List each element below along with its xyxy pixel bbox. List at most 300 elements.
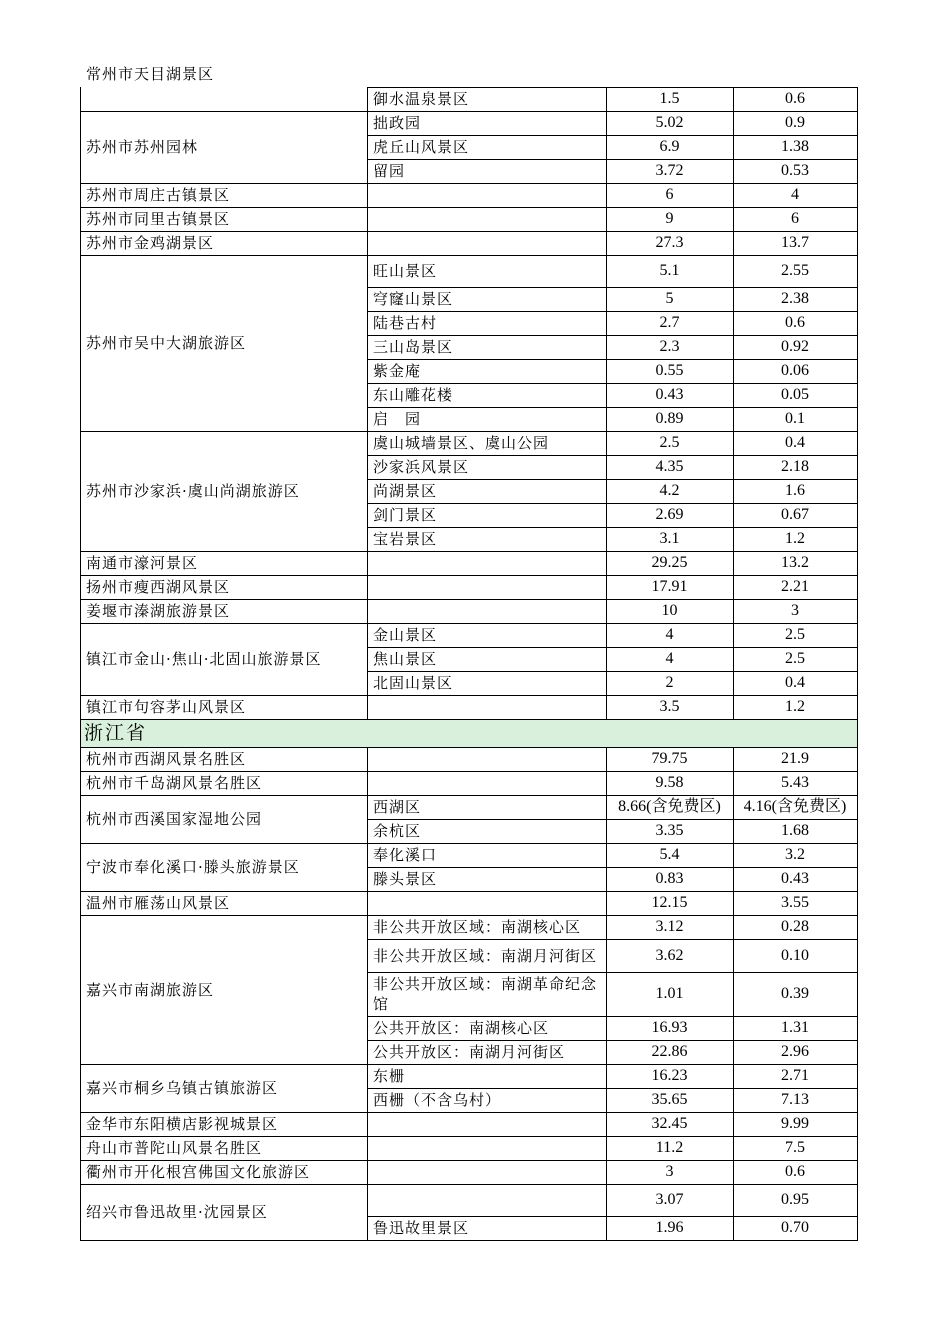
sub-area-name: 剑门景区 bbox=[373, 506, 438, 524]
value-col3: 0.55 bbox=[655, 362, 684, 379]
row-border bbox=[367, 939, 858, 940]
row-border bbox=[367, 287, 858, 288]
value-col4: 7.13 bbox=[781, 1091, 809, 1108]
sub-area-empty bbox=[367, 207, 606, 231]
column-border bbox=[733, 551, 734, 575]
value-col3: 0.43 bbox=[655, 386, 684, 403]
column-border bbox=[606, 135, 607, 159]
column-border bbox=[606, 771, 607, 795]
value-col3: 5 bbox=[665, 290, 674, 307]
value-col3: 9.58 bbox=[655, 774, 684, 791]
column-border bbox=[606, 915, 607, 939]
column-border bbox=[80, 771, 81, 795]
row-border bbox=[367, 647, 858, 648]
column-border bbox=[857, 972, 858, 1016]
value-col3: 2.7 bbox=[659, 314, 680, 331]
column-border bbox=[857, 1136, 858, 1160]
column-border bbox=[606, 647, 607, 671]
value-col3: 16.93 bbox=[651, 1019, 688, 1036]
row-border bbox=[367, 159, 858, 160]
column-border bbox=[606, 183, 607, 207]
column-border bbox=[606, 479, 607, 503]
sub-area-empty bbox=[367, 1112, 606, 1136]
value-col4: 2.18 bbox=[781, 458, 809, 475]
value-col3: 1.01 bbox=[655, 985, 684, 1002]
value-col4: 0.92 bbox=[781, 338, 809, 355]
value-col3: 8.66(含免费区) bbox=[618, 798, 721, 815]
column-border bbox=[733, 231, 734, 255]
column-border bbox=[80, 695, 81, 719]
column-border bbox=[606, 867, 607, 891]
value-col3: 4 bbox=[665, 650, 674, 667]
column-border bbox=[733, 575, 734, 599]
sub-area-name: 余杭区 bbox=[373, 822, 422, 840]
row-border bbox=[80, 843, 368, 844]
column-border bbox=[857, 231, 858, 255]
column-border bbox=[606, 455, 607, 479]
column-border bbox=[367, 695, 368, 719]
column-border bbox=[80, 1136, 81, 1160]
sub-area-name: 御水温泉景区 bbox=[373, 90, 470, 108]
scenic-area-name: 苏州市同里古镇景区 bbox=[86, 210, 231, 228]
row-border bbox=[367, 1016, 858, 1017]
value-col3: 27.3 bbox=[655, 234, 684, 251]
column-border bbox=[80, 891, 81, 915]
scenic-area-name: 苏州市金鸡湖景区 bbox=[86, 234, 215, 252]
column-border bbox=[80, 795, 81, 843]
column-border bbox=[733, 1136, 734, 1160]
column-border bbox=[606, 747, 607, 771]
sub-area-empty bbox=[367, 695, 606, 719]
row-border bbox=[80, 795, 368, 796]
sub-area-empty bbox=[367, 747, 606, 771]
row-border bbox=[80, 771, 858, 772]
column-border bbox=[733, 255, 734, 287]
column-border bbox=[733, 135, 734, 159]
section-border-top bbox=[80, 719, 858, 720]
column-border bbox=[606, 255, 607, 287]
column-border bbox=[857, 1016, 858, 1040]
sub-area-name: 滕头景区 bbox=[373, 870, 438, 888]
column-border bbox=[606, 111, 607, 135]
value-col3: 22.86 bbox=[651, 1043, 688, 1060]
column-border bbox=[80, 207, 81, 231]
column-border bbox=[857, 207, 858, 231]
column-border bbox=[80, 623, 81, 695]
value-col4: 0.43 bbox=[781, 870, 809, 887]
column-border bbox=[857, 1040, 858, 1064]
row-border bbox=[367, 111, 858, 112]
column-border bbox=[606, 207, 607, 231]
column-border bbox=[733, 87, 734, 111]
column-border bbox=[606, 819, 607, 843]
row-border bbox=[367, 455, 858, 456]
value-col4: 13.2 bbox=[781, 554, 809, 571]
column-border bbox=[606, 623, 607, 647]
scenic-area-name: 苏州市沙家浜·虞山尚湖旅游区 bbox=[86, 482, 300, 500]
value-col4: 6 bbox=[791, 210, 799, 227]
row-border bbox=[367, 431, 858, 432]
value-col3: 2.69 bbox=[655, 506, 684, 523]
scenic-area-name: 绍兴市鲁迅故里·沈园景区 bbox=[86, 1203, 268, 1221]
value-col3: 0.83 bbox=[655, 870, 684, 887]
section-border-left bbox=[80, 719, 81, 747]
value-col4: 0.1 bbox=[785, 410, 805, 427]
column-border bbox=[606, 551, 607, 575]
column-border bbox=[606, 939, 607, 972]
row-border bbox=[367, 135, 858, 136]
column-border bbox=[367, 771, 368, 795]
value-col4: 2.55 bbox=[781, 262, 809, 279]
scenic-area-name: 镇江市金山·焦山·北固山旅游景区 bbox=[86, 650, 322, 668]
column-border bbox=[606, 1136, 607, 1160]
column-border bbox=[857, 843, 858, 867]
scenic-area-name: 嘉兴市南湖旅游区 bbox=[86, 980, 215, 999]
row-border bbox=[80, 207, 858, 208]
value-col4: 1.68 bbox=[781, 822, 809, 839]
value-col3: 10 bbox=[661, 602, 678, 619]
column-border bbox=[857, 867, 858, 891]
scenic-area-name: 苏州市周庄古镇景区 bbox=[86, 186, 231, 204]
column-border bbox=[80, 183, 81, 207]
column-border bbox=[606, 599, 607, 623]
row-border bbox=[367, 1240, 858, 1241]
sub-area-name: 陆巷古村 bbox=[373, 314, 438, 332]
column-border bbox=[733, 1016, 734, 1040]
value-col4: 0.4 bbox=[785, 434, 805, 451]
column-border bbox=[606, 407, 607, 431]
column-border bbox=[857, 551, 858, 575]
row-border bbox=[80, 1184, 368, 1185]
value-col4: 0.05 bbox=[781, 386, 809, 403]
column-border bbox=[733, 503, 734, 527]
column-border bbox=[80, 551, 81, 575]
column-border bbox=[857, 135, 858, 159]
value-col4: 0.70 bbox=[781, 1219, 809, 1236]
column-border bbox=[857, 915, 858, 939]
column-border bbox=[857, 891, 858, 915]
value-col4: 2.38 bbox=[781, 290, 809, 307]
column-border bbox=[606, 972, 607, 1016]
column-border bbox=[367, 599, 368, 623]
scenic-area-name: 姜堰市溱湖旅游景区 bbox=[86, 602, 231, 620]
column-border bbox=[733, 671, 734, 695]
column-border bbox=[733, 527, 734, 551]
column-border bbox=[733, 867, 734, 891]
column-border bbox=[367, 231, 368, 255]
value-col3: 3.1 bbox=[659, 530, 680, 547]
scenic-area-name: 宁波市奉化溪口·滕头旅游景区 bbox=[86, 858, 300, 876]
column-border bbox=[857, 87, 858, 111]
column-border bbox=[606, 287, 607, 311]
column-border bbox=[606, 383, 607, 407]
column-border bbox=[857, 431, 858, 455]
column-border bbox=[606, 843, 607, 867]
sub-area-name: 北固山景区 bbox=[373, 674, 454, 692]
scenic-area-name: 扬州市瘦西湖风景区 bbox=[86, 578, 231, 596]
row-border bbox=[80, 575, 858, 576]
sub-area-name: 虞山城墙景区、虞山公园 bbox=[373, 434, 550, 452]
row-border bbox=[367, 407, 858, 408]
value-col3: 6.9 bbox=[659, 138, 680, 155]
column-border bbox=[606, 231, 607, 255]
column-border bbox=[857, 407, 858, 431]
value-col3: 6 bbox=[665, 186, 674, 203]
value-col4: 2.5 bbox=[785, 650, 805, 667]
column-border bbox=[857, 939, 858, 972]
value-col4: 3.2 bbox=[785, 846, 805, 863]
column-border bbox=[606, 503, 607, 527]
value-col3: 79.75 bbox=[651, 750, 688, 767]
value-col3: 4.2 bbox=[659, 482, 680, 499]
column-border bbox=[733, 207, 734, 231]
sub-area-name: 公共开放区：南湖月河街区 bbox=[373, 1043, 566, 1061]
column-border bbox=[367, 1136, 368, 1160]
column-border bbox=[606, 159, 607, 183]
value-col3: 5.02 bbox=[655, 114, 684, 131]
column-border bbox=[733, 1088, 734, 1112]
value-col3: 9 bbox=[665, 210, 674, 227]
column-border bbox=[733, 819, 734, 843]
column-border bbox=[857, 747, 858, 771]
column-border bbox=[857, 575, 858, 599]
sub-area-name: 穹窿山景区 bbox=[373, 290, 454, 308]
column-border bbox=[857, 287, 858, 311]
column-border bbox=[733, 939, 734, 972]
column-border bbox=[606, 695, 607, 719]
value-col4: 0.95 bbox=[781, 1191, 809, 1208]
column-border bbox=[733, 335, 734, 359]
column-border bbox=[857, 647, 858, 671]
column-border bbox=[80, 431, 81, 551]
value-col4: 5.43 bbox=[781, 774, 809, 791]
value-col3: 2.3 bbox=[659, 338, 680, 355]
row-border bbox=[367, 1088, 858, 1089]
column-border bbox=[733, 431, 734, 455]
scenic-area-name: 舟山市普陀山风景名胜区 bbox=[86, 1139, 263, 1157]
sub-area-empty bbox=[367, 1160, 606, 1184]
value-col4: 21.9 bbox=[781, 750, 809, 767]
value-col3: 2.5 bbox=[659, 434, 680, 451]
row-border bbox=[367, 383, 858, 384]
sub-area-name: 留园 bbox=[373, 162, 406, 180]
column-border bbox=[606, 359, 607, 383]
sub-area-empty bbox=[367, 1136, 606, 1160]
column-border bbox=[733, 111, 734, 135]
column-border bbox=[733, 623, 734, 647]
column-border bbox=[606, 335, 607, 359]
row-border bbox=[80, 915, 368, 916]
value-col3: 3.72 bbox=[655, 162, 684, 179]
column-border bbox=[733, 183, 734, 207]
column-border bbox=[733, 915, 734, 939]
column-border bbox=[857, 1184, 858, 1216]
scenic-area-name: 苏州市苏州园林 bbox=[86, 138, 199, 156]
column-border bbox=[606, 1088, 607, 1112]
value-col3: 35.65 bbox=[651, 1091, 688, 1108]
value-col3: 3.07 bbox=[655, 1191, 684, 1208]
row-border bbox=[367, 1184, 858, 1185]
column-border bbox=[80, 87, 81, 111]
value-col3: 11.2 bbox=[655, 1139, 684, 1156]
column-border bbox=[606, 527, 607, 551]
row-border bbox=[367, 1216, 858, 1217]
column-border bbox=[733, 455, 734, 479]
value-col4: 0.10 bbox=[781, 946, 809, 964]
value-col4: 0.53 bbox=[781, 162, 809, 179]
scenic-area-name: 杭州市西溪国家湿地公园 bbox=[86, 810, 263, 828]
column-border bbox=[606, 1160, 607, 1184]
column-border bbox=[857, 311, 858, 335]
column-border bbox=[857, 455, 858, 479]
column-border bbox=[857, 183, 858, 207]
row-border bbox=[80, 183, 858, 184]
row-border bbox=[80, 891, 858, 892]
column-border bbox=[857, 383, 858, 407]
column-border bbox=[606, 311, 607, 335]
row-border bbox=[367, 843, 858, 844]
row-border bbox=[80, 551, 858, 552]
column-border bbox=[80, 1064, 81, 1112]
row-border bbox=[80, 1112, 858, 1113]
value-col3: 3.12 bbox=[655, 918, 684, 935]
column-border bbox=[733, 599, 734, 623]
sub-area-empty bbox=[367, 891, 606, 915]
column-border bbox=[606, 671, 607, 695]
column-border bbox=[733, 1064, 734, 1088]
column-border bbox=[733, 383, 734, 407]
column-border bbox=[733, 771, 734, 795]
column-border bbox=[367, 87, 368, 111]
column-border bbox=[733, 311, 734, 335]
column-border bbox=[80, 843, 81, 891]
value-col3: 1.96 bbox=[655, 1219, 684, 1236]
value-col4: 2.96 bbox=[781, 1043, 809, 1060]
column-border bbox=[606, 431, 607, 455]
column-border bbox=[80, 1160, 81, 1184]
column-border bbox=[367, 1112, 368, 1136]
province-section-header: 浙江省 bbox=[80, 719, 857, 747]
row-border bbox=[367, 479, 858, 480]
column-border bbox=[367, 747, 368, 771]
column-border bbox=[80, 747, 81, 771]
sub-area-name: 奉化溪口 bbox=[373, 846, 438, 864]
sub-area-name: 东山雕花楼 bbox=[373, 386, 454, 404]
column-border bbox=[857, 819, 858, 843]
column-border bbox=[733, 1040, 734, 1064]
column-border bbox=[733, 1184, 734, 1216]
column-border bbox=[733, 843, 734, 867]
column-border bbox=[857, 1112, 858, 1136]
row-border bbox=[367, 335, 858, 336]
scenic-area-name: 镇江市句容茅山风景区 bbox=[86, 698, 247, 716]
column-border bbox=[857, 255, 858, 287]
column-border bbox=[606, 575, 607, 599]
value-col3: 4.35 bbox=[655, 458, 684, 475]
column-border bbox=[857, 335, 858, 359]
column-border bbox=[857, 1064, 858, 1088]
sub-area-name: 西栅（不含乌村） bbox=[373, 1091, 502, 1109]
value-col4: 0.6 bbox=[785, 1163, 805, 1180]
row-border bbox=[367, 503, 858, 504]
column-border bbox=[857, 1160, 858, 1184]
column-border bbox=[80, 915, 81, 1064]
scenic-area-name: 嘉兴市桐乡乌镇古镇旅游区 bbox=[86, 1079, 279, 1097]
row-border bbox=[367, 972, 858, 973]
sub-area-empty bbox=[367, 183, 606, 207]
column-border bbox=[606, 891, 607, 915]
column-border bbox=[857, 1088, 858, 1112]
value-col3: 3.5 bbox=[659, 698, 680, 715]
section-border-right bbox=[857, 719, 858, 747]
value-col4: 1.2 bbox=[785, 698, 805, 715]
column-border bbox=[857, 159, 858, 183]
column-border bbox=[367, 207, 368, 231]
sub-area-name: 非公共开放区域：南湖月河街区 bbox=[373, 946, 598, 965]
value-col4: 1.38 bbox=[781, 138, 809, 155]
column-border bbox=[80, 1184, 81, 1240]
column-border bbox=[80, 231, 81, 255]
value-col4: 0.06 bbox=[781, 362, 809, 379]
scenic-area-name: 温州市雁荡山风景区 bbox=[86, 894, 231, 912]
sub-area-empty bbox=[367, 231, 606, 255]
column-border bbox=[733, 287, 734, 311]
scenic-area-name: 衢州市开化根宫佛国文化旅游区 bbox=[86, 1163, 311, 1181]
column-border bbox=[80, 111, 81, 183]
column-border bbox=[606, 1112, 607, 1136]
column-border bbox=[733, 1160, 734, 1184]
sub-area-name: 尚湖景区 bbox=[373, 482, 438, 500]
sub-area-name: 公共开放区：南湖核心区 bbox=[373, 1019, 550, 1037]
scenic-area-name: 金华市东阳横店影视城景区 bbox=[86, 1115, 279, 1133]
row-border bbox=[367, 527, 858, 528]
row-border bbox=[367, 359, 858, 360]
scenic-area-name: 苏州市吴中大湖旅游区 bbox=[86, 334, 247, 352]
column-border bbox=[857, 771, 858, 795]
value-col4: 0.67 bbox=[781, 506, 809, 523]
scenic-area-name: 杭州市西湖风景名胜区 bbox=[86, 750, 247, 768]
row-border bbox=[80, 111, 368, 112]
value-col4: 2.5 bbox=[785, 626, 805, 643]
sub-area-name: 沙家浜风景区 bbox=[373, 458, 470, 476]
value-col4: 0.6 bbox=[785, 314, 805, 331]
column-border bbox=[606, 1040, 607, 1064]
value-col4: 1.31 bbox=[781, 1019, 809, 1036]
sub-area-empty bbox=[367, 599, 606, 623]
column-border bbox=[857, 111, 858, 135]
value-col3: 17.91 bbox=[651, 578, 688, 595]
sub-area-name: 旺山景区 bbox=[373, 262, 438, 280]
row-border bbox=[367, 623, 858, 624]
value-col3: 4 bbox=[665, 626, 674, 643]
column-border bbox=[857, 695, 858, 719]
row-border bbox=[367, 819, 858, 820]
row-border bbox=[367, 915, 858, 916]
column-border bbox=[857, 599, 858, 623]
row-border bbox=[80, 1240, 368, 1241]
value-col3: 3.35 bbox=[655, 822, 684, 839]
value-col3: 16.23 bbox=[651, 1067, 688, 1084]
column-border bbox=[367, 551, 368, 575]
row-border bbox=[80, 1136, 858, 1137]
value-col4: 1.6 bbox=[785, 482, 805, 499]
value-col4: 1.2 bbox=[785, 530, 805, 547]
column-border bbox=[733, 479, 734, 503]
value-col4: 2.71 bbox=[781, 1067, 809, 1084]
column-border bbox=[606, 87, 607, 111]
value-col4: 7.5 bbox=[785, 1139, 805, 1156]
value-col3: 0.89 bbox=[655, 410, 684, 427]
